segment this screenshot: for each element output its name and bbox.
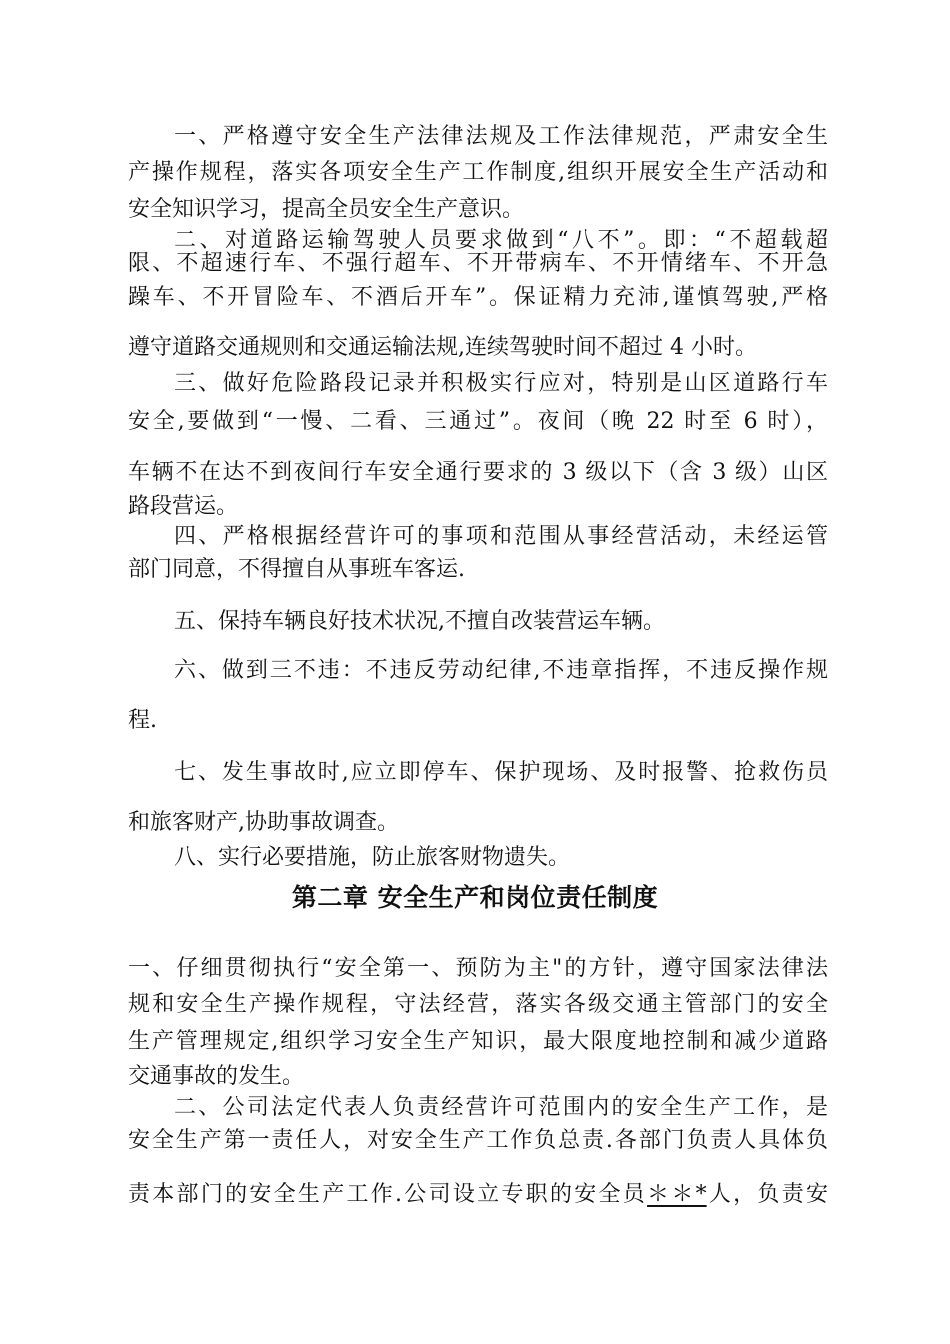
blank-field: ＊＊* [647, 1182, 707, 1207]
paragraph-line: 程. [128, 708, 157, 733]
paragraph-line: 部门同意，不得擅自从事班车客运. [128, 557, 465, 582]
paragraph-line: 安全生产第一责任人，对安全生产工作负总责.各部门负责人具体负 [128, 1128, 828, 1153]
paragraph-line: 一、严格遵守安全生产法律法规及工作法律规范，严肃安全生 [174, 124, 828, 149]
paragraph-line: 和旅客财产,协助事故调查。 [128, 810, 399, 835]
paragraph-line: 规和安全生产操作规程，守法经营，落实各级交通主管部门的安全 [128, 992, 828, 1017]
paragraph-line: 四、严格根据经营许可的事项和范围从事经营活动，未经运管 [174, 524, 828, 549]
paragraph-text: 责本部门的安全生产工作.公司设立专职的安全员 [128, 1182, 648, 1207]
paragraph-line: 八、实行必要措施，防止旅客财物遗失。 [174, 845, 571, 870]
paragraph-text: 人，负责安 [706, 1182, 828, 1207]
paragraph-line: 一、仔细贯彻执行“安全第一、预防为主"的方针，遵守国家法律法 [128, 956, 828, 981]
paragraph-line: 躁车、不开冒险车、不酒后开车”。保证精力充沛,谨慎驾驶,严格 [128, 285, 828, 310]
paragraph-line: 二、对道路运输驾驶人员要求做到“八不”。即：“不超载超 [174, 228, 828, 253]
paragraph-line: 遵守道路交通规则和交通运输法规,连续驾驶时间不超过 4 小时。 [128, 335, 757, 360]
paragraph-line: 限、不超速行车、不强行超车、不开带病车、不开情绪车、不开急 [128, 251, 828, 276]
paragraph-line [128, 1178, 828, 1212]
paragraph-line: 五、保持车辆良好技术状况,不擅自改装营运车辆。 [174, 609, 665, 634]
paragraph-line: 三、做好危险路段记录并积极实行应对，特别是山区道路行车 [174, 371, 828, 396]
paragraph-line: 路段营运。 [128, 494, 239, 519]
paragraph-line: 二、公司法定代表人负责经营许可范围内的安全生产工作，是 [174, 1095, 828, 1120]
paragraph-line: 安全知识学习，提高全员安全生产意识。 [128, 197, 525, 222]
paragraph-line: 交通事故的发生。 [128, 1064, 305, 1089]
chapter-heading: 第二章 安全生产和岗位责任制度 [291, 883, 659, 912]
paragraph-line: 车辆不在达不到夜间行车安全通行要求的 3 级以下（含 3 级）山区 [128, 460, 828, 485]
paragraph-line: 七、发生事故时,应立即停车、保护现场、及时报警、抢救伤员 [174, 760, 828, 785]
paragraph-line: 安全,要做到“一慢、二看、三通过”。夜间（晚 22 时至 6 时）， [128, 409, 828, 434]
paragraph-line: 生产管理规定,组织学习安全生产知识，最大限度地控制和减少道路 [128, 1029, 828, 1054]
paragraph-line: 六、做到三不违：不违反劳动纪律,不违章指挥，不违反操作规 [174, 658, 828, 683]
paragraph-line: 产操作规程，落实各项安全生产工作制度,组织开展安全生产活动和 [128, 160, 828, 185]
